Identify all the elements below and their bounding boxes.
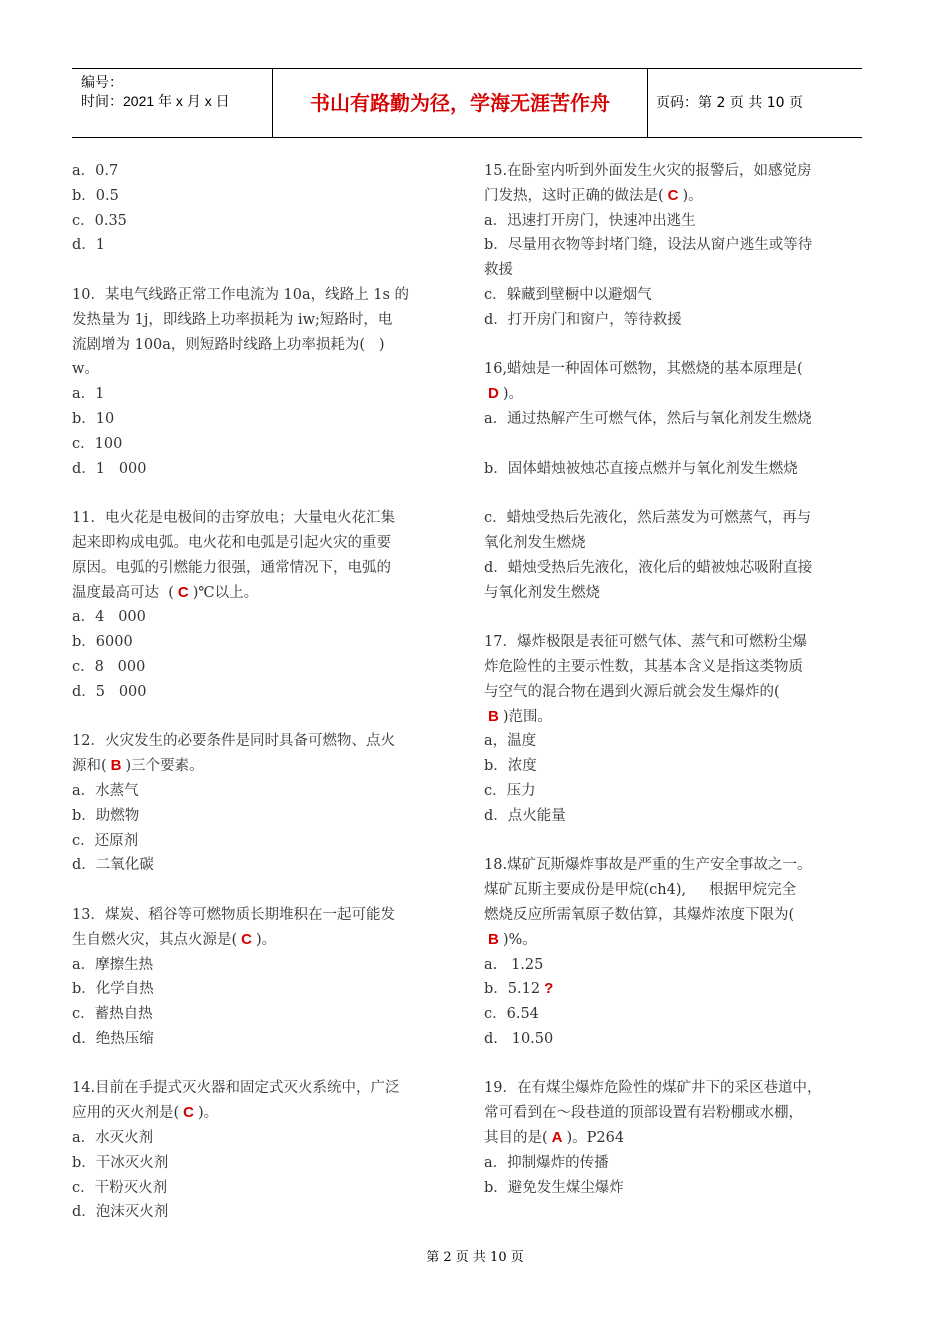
option-line: a．摩擦生热 [72,956,154,973]
option-line: d．1 000 [72,460,147,477]
question-line: w。 [72,361,99,378]
option-line: b．6000 [72,634,133,651]
option-line: c．还原剂 [72,832,139,849]
question-line: 12．火灾发生的必要条件是同时具备可燃物、点火 [72,733,395,750]
left-column [72,159,452,1225]
option-line: d．二氧化碳 [72,857,154,874]
question-line: 燃烧反应所需氧原子数估算，其爆炸浓度下限为( [484,906,795,923]
option-line: a．通过热解产生可燃气体，然后与氧化剂发生燃烧 [484,410,812,427]
question-line: 19．在有煤尘爆炸危险性的煤矿井下的采区巷道中， [484,1080,822,1097]
page-footer: 第 2 页 共 10 页 [426,1250,524,1265]
option-line: a．抑制爆炸的传播 [484,1154,609,1171]
question-mark: ? [544,980,554,998]
question-text: )。 [198,1105,219,1122]
answer-mark: C [177,583,189,601]
question-line [72,754,452,779]
option-line: b．尽量用衣物等封堵门缝，设法从窗户逃生或等待 [484,237,813,254]
answer-mark: A [551,1129,563,1147]
option-line [484,977,864,1002]
answer-mark: C [183,1104,195,1122]
option-line: 与氧化剂发生燃烧 [484,584,600,601]
question-line: 发热量为 1j，即线路上功率损耗为 iw;短路时，电 [72,311,393,328]
option-line: b．助燃物 [72,807,140,824]
option-line: a．水蒸气 [72,782,139,799]
question-line [484,1126,864,1151]
option-text: b．5.12 [484,981,541,998]
option-line: c．蜡烛受热后先液化，然后蒸发为可燃蒸气，再与 [484,510,812,527]
question-text: 其目的是( [484,1130,548,1147]
question-text: )。 [502,386,524,403]
question-line: 10．某电气线路正常工作电流为 10a，线路上 1s 的 [72,286,410,303]
question-line [484,705,864,730]
question-line: 16,蜡烛是一种固体可燃物，其燃烧的基本原理是( [484,361,803,378]
answer-mark: B [488,930,499,948]
answer-mark: C [667,186,679,204]
option-line: a．4 000 [72,609,146,626]
option-line: 氧化剂发生燃烧 [484,534,586,551]
question-text: 应用的灭火剂是( [72,1105,180,1122]
option-line: b．干冰灭火剂 [72,1154,169,1171]
question-text: )范围。 [502,708,553,725]
option-line: d．绝热压缩 [72,1030,154,1047]
header-motto: 书山有路勤为径，学海无涯苦作舟 [273,69,648,137]
option-line: d．蜡烛受热后先液化，液化后的蜡被烛芯吸附直接 [484,559,813,576]
answer-mark: C [241,930,252,948]
option-line: b．化学自热 [72,981,154,998]
question-text: 生自燃火灾，其点火源是( [72,931,238,948]
question-text: )三个要素。 [125,758,204,775]
option-line: d．打开房门和窗户，等待救援 [484,311,682,328]
option-line: c．8 000 [72,658,146,675]
time-label: 时间：2021 年 x 月 x 日 [81,93,230,109]
option-line: b．0.5 [72,187,119,204]
question-line: 原因。电弧的引燃能力很强，通常情况下，电弧的 [72,559,391,576]
question-line: 流剧增为 100a，则短路时线路上功率损耗为( ) [72,336,385,353]
option-line: d．点火能量 [484,807,566,824]
question-text: )。P264 [566,1130,625,1147]
question-line: 17．爆炸极限是表征可燃气体、蒸气和可燃粉尘爆 [484,634,807,651]
option-line: a．迅速打开房门，快速冲出逃生 [484,212,696,229]
question-text: )。 [256,931,277,948]
option-line: d．1 [72,237,106,254]
answer-mark: B [488,707,499,725]
question-text: )%。 [502,931,537,948]
option-line: a. 1.25 [484,956,544,973]
question-text: )。 [682,187,703,204]
question-line: 11．电火花是电极间的击穿放电；大量电火花汇集 [72,510,395,527]
question-line: 15.在卧室内听到外面发生火灾的报警后，如感觉房 [484,163,812,179]
option-line: d. 10.50 [484,1030,554,1047]
option-line: a．水灭火剂 [72,1130,154,1147]
option-line: b．浓度 [484,758,537,775]
option-line: c．干粉灭火剂 [72,1179,168,1196]
option-line: d．5 000 [72,683,147,700]
number-label: 编号： [81,74,123,90]
question-line: 14.目前在手提式灭火器和固定式灭火系统中，广泛 [72,1080,400,1097]
question-line [72,928,452,953]
question-line: 起来即构成电弧。电火花和电弧是引起火灾的重要 [72,534,391,551]
question-line: 13．煤炭、稻谷等可燃物质长期堆积在一起可能发 [72,906,395,923]
question-line [72,1101,452,1126]
option-line: a．1 [72,386,105,403]
option-line: b．避免发生煤尘爆炸 [484,1179,624,1196]
header-page-label: 页码：第 2 页 共 10 页 [656,95,803,111]
option-line: c．0.35 [72,212,127,229]
option-line: c．6.54 [484,1006,539,1023]
question-line [72,581,452,606]
question-line: 与空气的混合物在遇到火源后就会发生爆炸的( [484,683,780,700]
answer-mark: B [110,757,122,775]
option-line: 救援 [484,262,513,279]
question-line: 煤矿瓦斯主要成份是甲烷(ch4), 根据甲烷完全 [484,882,797,899]
question-line: 常可看到在～段巷道的顶部设置有岩粉棚或水棚， [484,1105,803,1122]
question-line [484,184,864,209]
option-line: c．蓄热自热 [72,1006,153,1023]
option-line: a，温度 [484,733,537,750]
question-text: 温度最高可达 ( [72,584,174,601]
answer-mark: D [488,385,499,403]
option-line: c．100 [72,435,123,452]
option-line: b．10 [72,410,115,427]
question-text: 源和( [72,758,107,775]
option-line: a．0.7 [72,163,119,179]
header-meta [72,69,273,137]
question-line: 炸危险性的主要示性数，其基本含义是指这类物质 [484,658,803,675]
option-line: d．泡沫灭火剂 [72,1204,169,1221]
question-text: 门发热，这时正确的做法是( [484,187,664,204]
page-header [72,68,862,138]
option-line: c．躲藏到壁橱中以避烟气 [484,286,652,303]
question-line [484,382,864,407]
right-column [484,159,864,1200]
question-line [484,928,864,953]
option-line: c．压力 [484,782,536,799]
option-line: b．固体蜡烛被烛芯直接点燃并与氧化剂发生燃烧 [484,460,798,477]
question-text: )℃以上。 [192,584,259,601]
question-line: 18.煤矿瓦斯爆炸事故是严重的生产安全事故之一。 [484,857,812,874]
